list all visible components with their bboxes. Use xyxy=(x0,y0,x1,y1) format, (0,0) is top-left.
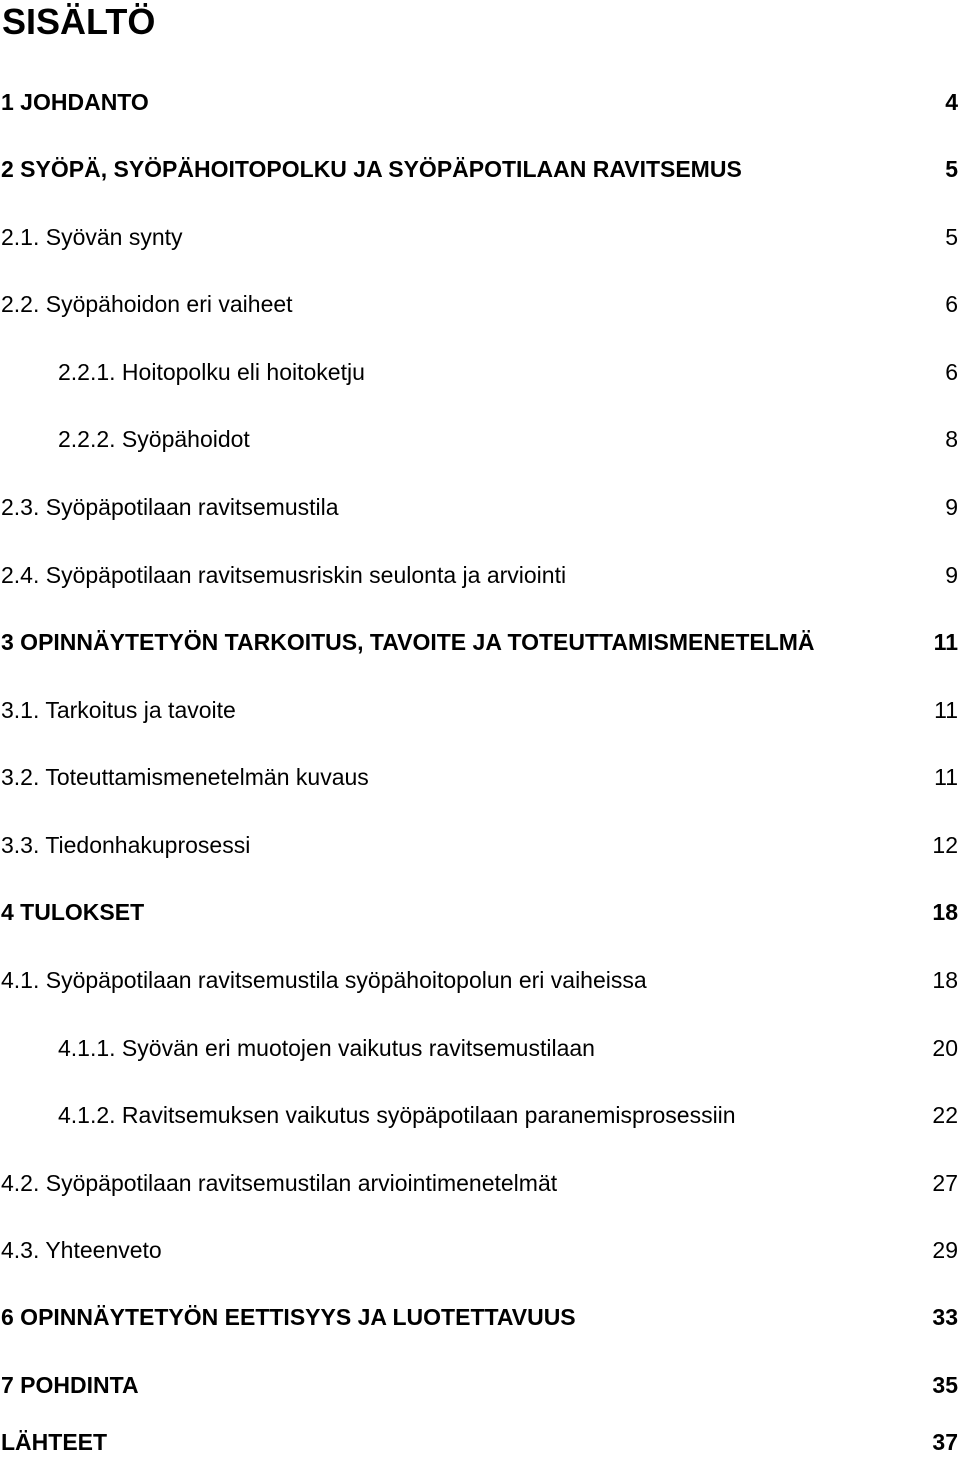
toc-entry-page: 22 xyxy=(932,1102,958,1128)
toc-entry-page: 35 xyxy=(932,1372,958,1398)
toc-entry-label: 2.2. Syöpähoidon eri vaiheet xyxy=(1,291,293,317)
toc-entry-label: 4.2. Syöpäpotilaan ravitsemustilan arviointimenetelmät xyxy=(1,1170,558,1196)
toc-entry-label: 3.1. Tarkoitus ja tavoite xyxy=(1,697,236,723)
toc-entry-label: 3.3. Tiedonhakuprosessi xyxy=(1,832,251,858)
toc-entry-page: 27 xyxy=(932,1170,958,1196)
toc-entry-lahteet[interactable] xyxy=(0,1426,960,1458)
toc-entry-page: 29 xyxy=(932,1237,958,1263)
toc-entry-label: 2.2.1. Hoitopolku eli hoitoketju xyxy=(58,359,365,385)
toc-entry-4-2[interactable] xyxy=(0,1167,960,1199)
toc-entry-label: 2.1. Syövän synty xyxy=(1,224,183,250)
toc-entry-4-1-2[interactable] xyxy=(0,1099,960,1131)
toc-entry-chapter-6[interactable] xyxy=(0,1301,960,1333)
toc-entry-chapter-3[interactable] xyxy=(0,626,960,658)
toc-entry-page: 18 xyxy=(932,899,958,925)
toc-entry-page: 5 xyxy=(945,156,958,182)
toc-entry-4-1-1[interactable] xyxy=(0,1032,960,1064)
toc-entry-4-1[interactable] xyxy=(0,964,960,996)
toc-entry-page: 11 xyxy=(934,697,958,723)
toc-entry-label: 1 JOHDANTO xyxy=(1,89,149,115)
toc-entry-2-4[interactable] xyxy=(0,559,960,591)
toc-entry-label: 3 OPINNÄYTETYÖN TARKOITUS, TAVOITE JA TOTEUTTAMISMENETELMÄ xyxy=(1,629,815,655)
toc-entry-2-2-1[interactable] xyxy=(0,356,960,388)
toc-entry-page: 9 xyxy=(945,494,958,520)
toc-entry-label: 2.2.2. Syöpähoidot xyxy=(58,426,250,452)
toc-entry-page: 33 xyxy=(932,1304,958,1330)
toc-entry-2-2[interactable] xyxy=(0,288,960,320)
toc-entry-page: 12 xyxy=(932,832,958,858)
toc-entry-2-2-2[interactable] xyxy=(0,423,960,455)
toc-entry-chapter-7[interactable] xyxy=(0,1369,960,1401)
toc-entry-page: 11 xyxy=(934,764,958,790)
page-title: SISÄLTÖ xyxy=(2,1,156,42)
toc-entry-3-1[interactable] xyxy=(0,694,960,726)
toc-entry-page: 37 xyxy=(932,1429,958,1455)
toc-entry-page: 4 xyxy=(945,89,958,115)
toc-entry-page: 6 xyxy=(945,291,958,317)
toc-entry-johdanto[interactable] xyxy=(0,86,960,118)
toc-entry-chapter-4[interactable] xyxy=(0,896,960,928)
toc-entry-label: 4.3. Yhteenveto xyxy=(1,1237,162,1263)
toc-entry-label: 4.1.1. Syövän eri muotojen vaikutus ravitsemustilaan xyxy=(58,1035,595,1061)
toc-entry-label: 4.1.2. Ravitsemuksen vaikutus syöpäpotilaan paranemisprosessiin xyxy=(58,1102,736,1128)
toc-entry-chapter-2[interactable] xyxy=(0,153,960,185)
toc-entry-page: 8 xyxy=(945,426,958,452)
toc-entry-3-2[interactable] xyxy=(0,761,960,793)
toc-entry-2-1[interactable] xyxy=(0,221,960,253)
toc-entry-label: 7 POHDINTA xyxy=(1,1372,139,1398)
toc-entry-page: 18 xyxy=(932,967,958,993)
toc-entry-page: 6 xyxy=(945,359,958,385)
toc-entry-label: 2.3. Syöpäpotilaan ravitsemustila xyxy=(1,494,339,520)
toc-entry-label: 4 TULOKSET xyxy=(1,899,145,925)
toc-entry-label: 4.1. Syöpäpotilaan ravitsemustila syöpähoitopolun eri vaiheissa xyxy=(1,967,647,993)
toc-entry-label: 6 OPINNÄYTETYÖN EETTISYYS JA LUOTETTAVUUS xyxy=(1,1304,576,1330)
toc-entry-label: LÄHTEET xyxy=(1,1429,108,1455)
toc-entry-label: 2 SYÖPÄ, SYÖPÄHOITOPOLKU JA SYÖPÄPOTILAAN RAVITSEMUS xyxy=(1,156,742,182)
toc-entry-label: 2.4. Syöpäpotilaan ravitsemusriskin seulonta ja arviointi xyxy=(1,562,567,588)
toc-entry-3-3[interactable] xyxy=(0,829,960,861)
toc-entry-page: 5 xyxy=(945,224,958,250)
toc-entry-page: 9 xyxy=(945,562,958,588)
toc-entry-page: 20 xyxy=(932,1035,958,1061)
toc-entry-label: 3.2. Toteuttamismenetelmän kuvaus xyxy=(1,764,369,790)
toc-entry-page: 11 xyxy=(933,629,958,655)
toc-entry-4-3[interactable] xyxy=(0,1234,960,1266)
toc-entry-2-3[interactable] xyxy=(0,491,960,523)
